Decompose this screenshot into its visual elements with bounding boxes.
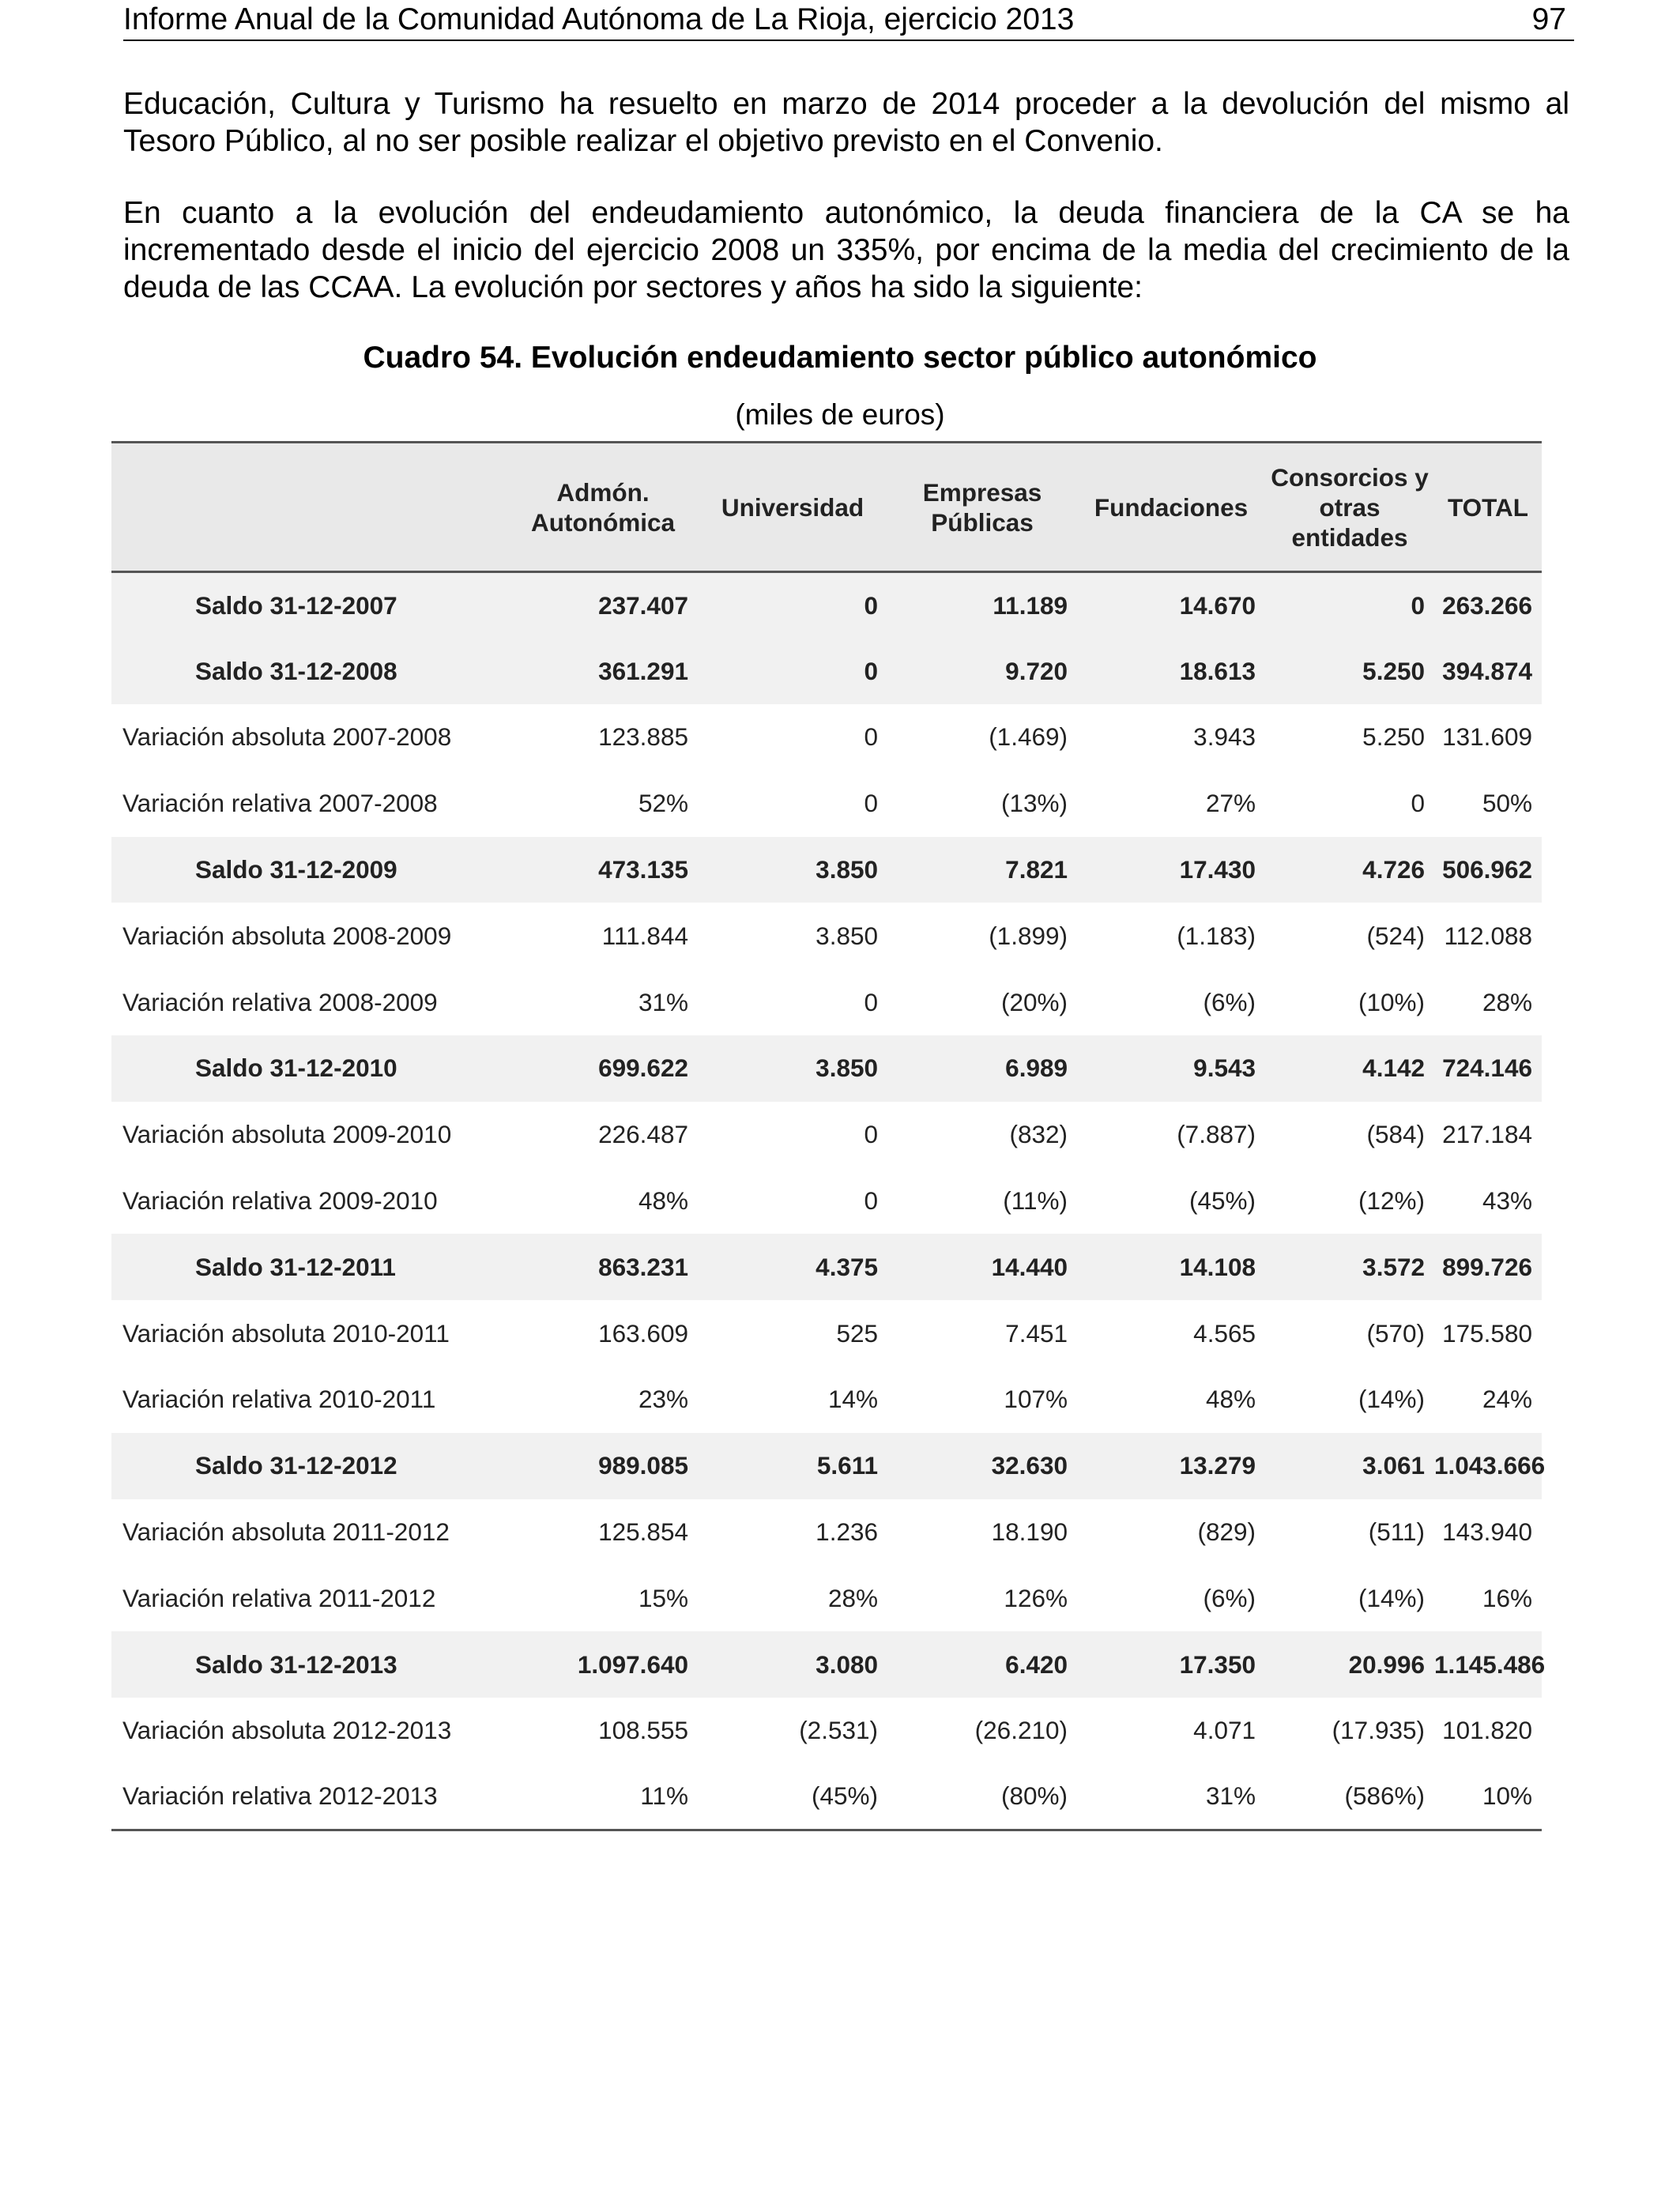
table-cell: (832): [1009, 1120, 1068, 1149]
table-cell: (20%): [1000, 987, 1068, 1016]
table-cell: 4.565: [1193, 1318, 1256, 1348]
table-cell: 13.279: [1179, 1451, 1256, 1480]
table-row: [111, 903, 1542, 969]
table-row: [111, 1499, 1542, 1566]
table-cell: 175.580: [1442, 1318, 1532, 1348]
row-label: Variación absoluta 2009-2010: [122, 1120, 452, 1149]
table-cell: (6%): [1203, 987, 1256, 1016]
row-label: Saldo 31-12-2010: [195, 1054, 397, 1083]
table-cell: 48%: [1205, 1385, 1256, 1414]
table-cell: 4.726: [1362, 855, 1425, 884]
table-cell: 0: [864, 789, 878, 818]
table-cell: 9.720: [1005, 656, 1068, 685]
header-cell-total: TOTAL: [1434, 443, 1542, 572]
row-label: Saldo 31-12-2008: [195, 656, 397, 685]
table-row: [111, 1168, 1542, 1235]
page-number: 97: [1531, 2, 1566, 36]
table-cell: 525: [836, 1318, 878, 1348]
table-cell: 506.962: [1442, 855, 1532, 884]
table-cell: 31%: [1077, 1764, 1265, 1830]
table-cell: 107%: [1004, 1385, 1068, 1414]
table-cell: 3.943: [1193, 722, 1256, 752]
table-cell: 1.145.486: [1434, 1649, 1546, 1679]
header-cell-empresas-publicas: Empresas Públicas: [887, 443, 1077, 572]
table-cell: 20.996: [1348, 1649, 1425, 1679]
table-cell: 18.613: [1179, 656, 1256, 685]
table-cell: 0: [864, 1186, 878, 1216]
table-cell: (14%): [1358, 1385, 1425, 1414]
table-row: [111, 1102, 1542, 1168]
table-cell: 7.451: [1005, 1318, 1068, 1348]
table-header-row: [111, 443, 1542, 572]
table-cell: 126%: [1004, 1583, 1068, 1612]
table-cell: (586%): [1265, 1764, 1434, 1830]
table-cell: (45%): [1188, 1186, 1256, 1216]
table-cell: (26.210): [974, 1716, 1068, 1745]
table-cell: 16%: [1482, 1583, 1532, 1612]
table-cell: 5.250: [1362, 722, 1425, 752]
row-label: Variación relativa 2007-2008: [122, 789, 438, 818]
table-row: [111, 1764, 1542, 1830]
table-cell: 10%: [1434, 1764, 1542, 1830]
table-cell: (80%): [887, 1764, 1077, 1830]
row-label: Saldo 31-12-2007: [195, 590, 397, 620]
header-cell-label: [111, 443, 508, 572]
table-cell: 473.135: [598, 855, 688, 884]
table-caption-title: Cuadro 54. Evolución endeudamiento sector público autonómico: [363, 341, 1317, 375]
table-cell: 263.266: [1442, 590, 1532, 620]
table-cell: 5.250: [1362, 656, 1425, 685]
table-cell: 3.850: [816, 1054, 878, 1083]
table-cell: 0: [864, 656, 878, 685]
table-cell: 3.850: [816, 921, 878, 950]
row-label: Variación relativa 2010-2011: [122, 1385, 436, 1414]
table-cell: 0: [1411, 590, 1425, 620]
table-cell: 131.609: [1442, 722, 1532, 752]
table-cell: 0: [864, 590, 878, 620]
table-cell: 3.080: [816, 1649, 878, 1679]
table-cell: (10%): [1358, 987, 1425, 1016]
table-cell: 4.142: [1362, 1054, 1425, 1083]
table-row: [111, 638, 1542, 704]
header-cell-universidad: Universidad: [698, 443, 887, 572]
table-cell: (11%): [1003, 1186, 1068, 1216]
table-cell: 1.097.640: [577, 1649, 688, 1679]
table-cell: 899.726: [1442, 1252, 1532, 1281]
table-cell: 4.071: [1193, 1716, 1256, 1745]
table-cell: (7.887): [1177, 1120, 1256, 1149]
row-label: Saldo 31-12-2011: [195, 1252, 396, 1281]
paragraph-debt-evolution: En cuanto a la evolución del endeudamiento autonómico, la deuda financiera de la CA se ha incrementado desde el inicio del ejercicio 2008 un 335%, por encima de la media del crecimiento de la deuda de las CCAA. La evolución por sectores y años ha sido la siguiente:: [123, 196, 1569, 304]
table-cell: 32.630: [991, 1451, 1068, 1480]
table-cell: 4.375: [816, 1252, 878, 1281]
page-header-title: Informe Anual de la Comunidad Autónoma de La Rioja, ejercicio 2013: [123, 2, 1075, 36]
table-cell: 6.420: [1005, 1649, 1068, 1679]
table-body: [111, 572, 1546, 1830]
row-label: Saldo 31-12-2009: [195, 855, 397, 884]
table-row: [111, 1367, 1542, 1433]
table-row: [111, 1565, 1542, 1631]
row-label: Saldo 31-12-2012: [195, 1451, 397, 1480]
row-label: Variación absoluta 2011-2012: [122, 1517, 450, 1547]
row-label: Saldo 31-12-2013: [195, 1649, 397, 1679]
table-cell: (12%): [1358, 1186, 1425, 1216]
table-cell: 143.940: [1442, 1517, 1532, 1547]
table-cell: 23%: [638, 1385, 688, 1414]
table-cell: 50%: [1482, 789, 1532, 818]
table-cell: (1.899): [989, 921, 1068, 950]
table-cell: 3.572: [1362, 1252, 1425, 1281]
table-row: [111, 969, 1542, 1035]
table-cell: 1.236: [816, 1517, 878, 1547]
table-row: [111, 1698, 1542, 1764]
row-label: Variación relativa 2009-2010: [122, 1186, 438, 1216]
header-cell-consorcios: Consorcios y otras entidades: [1265, 443, 1434, 572]
table-cell: 27%: [1205, 789, 1256, 818]
table-caption-subtitle: (miles de euros): [735, 398, 945, 431]
table-cell: 28%: [827, 1583, 878, 1612]
table-cell: 17.430: [1179, 855, 1256, 884]
table-cell: 394.874: [1442, 656, 1532, 685]
table-cell: 101.820: [1442, 1716, 1532, 1745]
table-cell: 724.146: [1442, 1054, 1532, 1083]
table-cell: 123.885: [598, 722, 688, 752]
table-cell: 14.670: [1179, 590, 1256, 620]
table-cell: 0: [864, 1120, 878, 1149]
table-cell: 31%: [638, 987, 688, 1016]
table-cell: (829): [1197, 1517, 1256, 1547]
table-cell: 237.407: [598, 590, 688, 620]
table-cell: 3.850: [816, 855, 878, 884]
row-label: Variación relativa 2012-2013: [111, 1764, 508, 1830]
table-cell: (570): [1366, 1318, 1425, 1348]
table-cell: 989.085: [598, 1451, 688, 1480]
table-cell: (14%): [1358, 1583, 1425, 1612]
table-cell: (584): [1366, 1120, 1425, 1149]
table-cell: 14.108: [1179, 1252, 1256, 1281]
table-cell: (524): [1366, 921, 1425, 950]
table-cell: (45%): [698, 1764, 887, 1830]
debt-table-container: [111, 441, 1546, 1831]
table-cell: 28%: [1482, 987, 1532, 1016]
table-cell: 3.061: [1362, 1451, 1425, 1480]
table-cell: 43%: [1482, 1186, 1532, 1216]
table-cell: (1.183): [1177, 921, 1256, 950]
table-cell: 0: [864, 987, 878, 1016]
table-cell: 0: [864, 722, 878, 752]
table-cell: 111.844: [601, 921, 688, 950]
row-label: Variación relativa 2008-2009: [122, 987, 438, 1016]
table-row: [111, 572, 1542, 639]
table-cell: 15%: [638, 1583, 688, 1612]
row-label: Variación absoluta 2008-2009: [122, 921, 452, 950]
table-cell: (511): [1368, 1517, 1425, 1547]
page-header: [123, 0, 1574, 41]
table-cell: 11.189: [993, 590, 1068, 620]
table-cell: 108.555: [598, 1716, 688, 1745]
table-cell: 24%: [1482, 1385, 1532, 1414]
row-label: Variación absoluta 2007-2008: [122, 722, 452, 752]
table-cell: (6%): [1203, 1583, 1256, 1612]
table-cell: 11%: [508, 1764, 698, 1830]
table-cell: (1.469): [989, 722, 1068, 752]
table-cell: 14.440: [991, 1252, 1068, 1281]
table-cell: (2.531): [799, 1716, 878, 1745]
table-cell: 5.611: [816, 1451, 878, 1480]
table-cell: 217.184: [1442, 1120, 1532, 1149]
table-cell: 163.609: [598, 1318, 688, 1348]
table-cell: 699.622: [598, 1054, 688, 1083]
header-cell-fundaciones: Fundaciones: [1077, 443, 1265, 572]
table-row: [111, 1631, 1542, 1698]
table-cell: 0: [1411, 789, 1425, 818]
row-label: Variación absoluta 2010-2011: [122, 1318, 450, 1348]
table-cell: 9.543: [1193, 1054, 1256, 1083]
table-cell: 17.350: [1179, 1649, 1256, 1679]
table-row: [111, 837, 1542, 903]
table-cell: 48%: [638, 1186, 688, 1216]
table-cell: 112.088: [1444, 921, 1532, 950]
table-cell: 52%: [638, 789, 688, 818]
debt-evolution-table: [111, 441, 1546, 1831]
table-cell: 361.291: [598, 656, 688, 685]
table-cell: 863.231: [598, 1252, 688, 1281]
table-cell: 1.043.666: [1434, 1451, 1546, 1480]
table-cell: 125.854: [598, 1517, 688, 1547]
table-cell: 7.821: [1005, 855, 1068, 884]
table-row: [111, 1433, 1542, 1499]
table-cell: 18.190: [991, 1517, 1068, 1547]
table-row: [111, 771, 1542, 837]
table-row: [111, 1035, 1542, 1102]
table-cell: 14%: [827, 1385, 878, 1414]
table-row: [111, 704, 1542, 771]
paragraph-intro: Educación, Cultura y Turismo ha resuelto en marzo de 2014 proceder a la devolución del mismo al Tesoro Público, al no ser posible realizar el objetivo previsto en el Convenio.: [123, 87, 1569, 158]
row-label: Variación relativa 2011-2012: [122, 1583, 436, 1612]
table-cell: 226.487: [598, 1120, 688, 1149]
table-cell: (13%): [1000, 789, 1068, 818]
row-label: Variación absoluta 2012-2013: [122, 1716, 452, 1745]
table-row: [111, 1234, 1542, 1300]
table-row: [111, 1300, 1542, 1367]
table-cell: (17.935): [1332, 1716, 1425, 1745]
table-cell: 6.989: [1005, 1054, 1068, 1083]
header-cell-admon-autonomica: Admón. Autonómica: [508, 443, 698, 572]
